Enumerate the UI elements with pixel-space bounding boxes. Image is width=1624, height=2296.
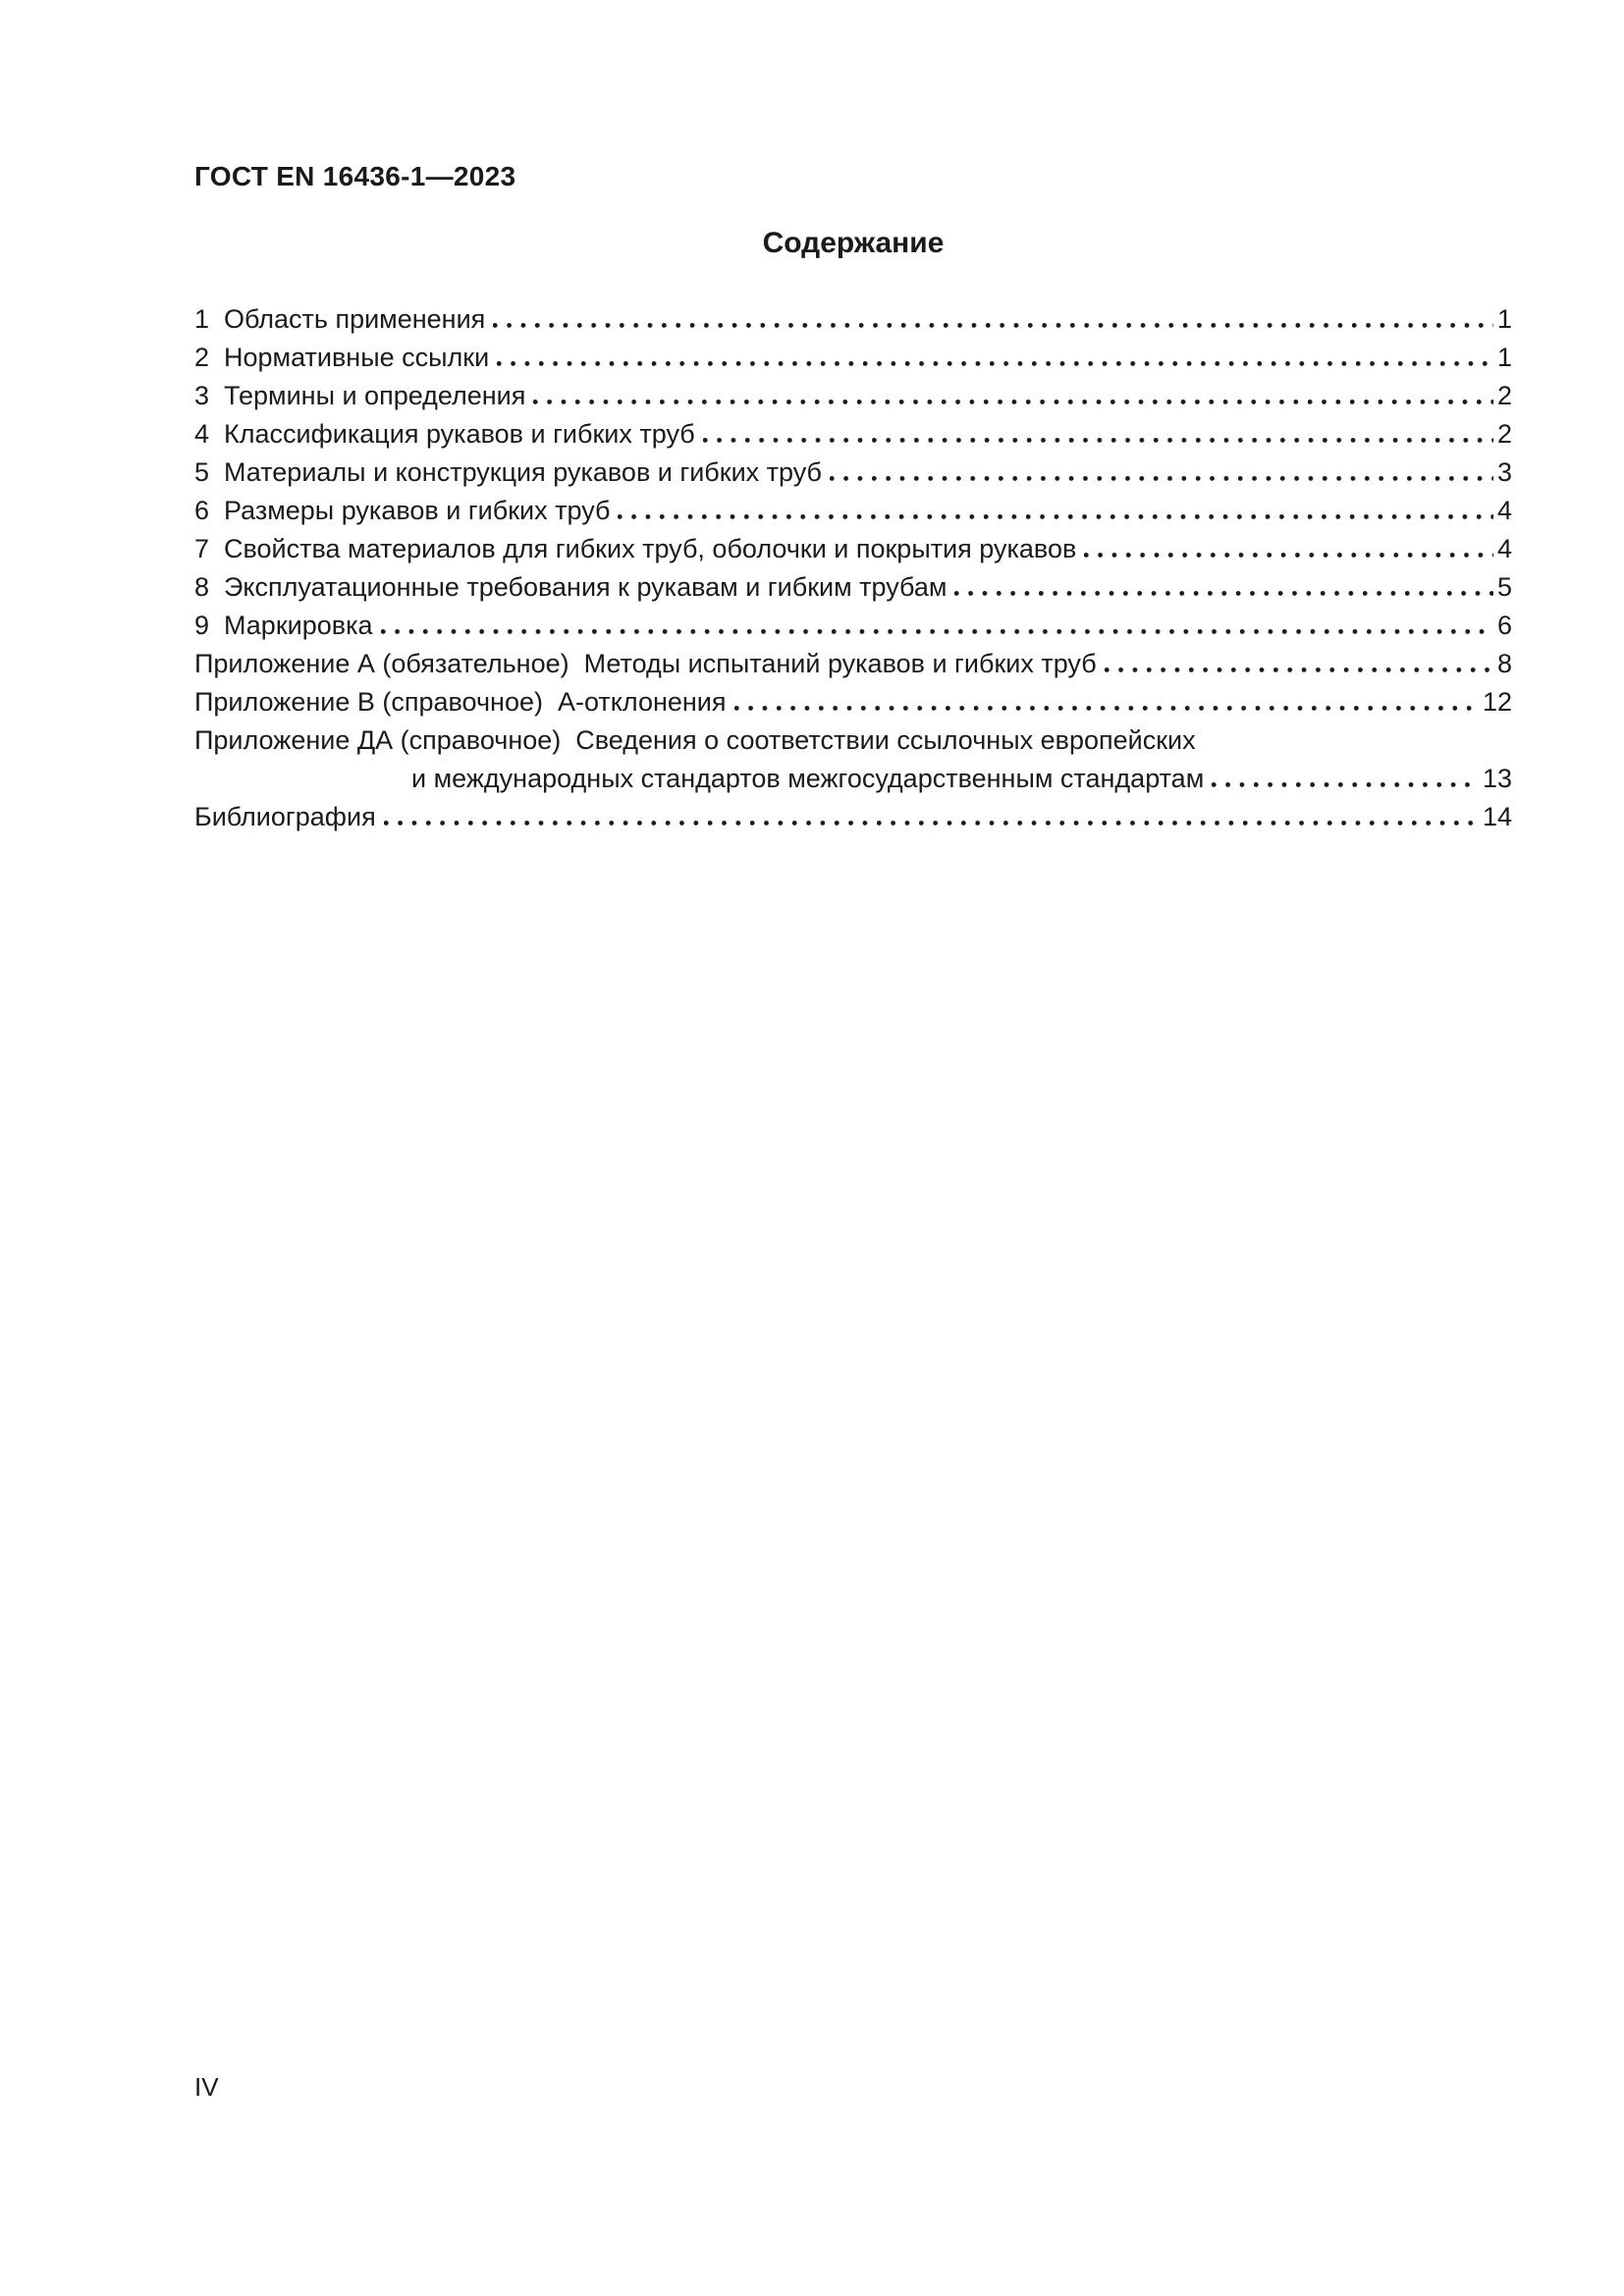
toc-entry-label: Свойства материалов для гибких труб, оболочки и покрытия рукавов: [224, 534, 1077, 563]
toc-entry-number: 3: [194, 381, 210, 410]
toc-dot-leader: [381, 629, 1493, 634]
toc-entry-label: Эксплуатационные требования к рукавам и гибким трубам: [224, 572, 947, 602]
toc-page-number: 13: [1482, 764, 1512, 793]
toc-entry-number: 6: [194, 496, 210, 525]
toc-entry: [194, 339, 1512, 377]
toc-page-number: 1: [1496, 343, 1512, 372]
toc-entry: [194, 377, 1512, 415]
toc-dot-leader: [384, 821, 1479, 826]
toc-entry-label: Область применения: [224, 304, 486, 334]
toc-dot-leader: [1084, 553, 1493, 558]
toc-entry: [194, 568, 1512, 607]
toc-dot-leader: [1105, 667, 1493, 672]
toc-dot-leader: [533, 400, 1493, 404]
toc-dot-leader: [497, 361, 1493, 366]
toc-page-number: 6: [1496, 611, 1512, 640]
toc-entry: [194, 530, 1512, 568]
toc-dot-leader: [703, 438, 1493, 443]
toc-list: [194, 300, 1512, 836]
toc-page-number: 2: [1496, 419, 1512, 449]
toc-entry-number: 5: [194, 457, 210, 487]
toc-entry-label: Материалы и конструкция рукавов и гибких труб: [224, 457, 823, 487]
toc-entry: [194, 645, 1512, 683]
toc-title: Содержание: [762, 227, 945, 259]
toc-entry-label: Маркировка: [224, 611, 373, 640]
toc-entry-label: Нормативные ссылки: [224, 343, 490, 372]
toc-page-number: 8: [1496, 649, 1512, 678]
toc-entry: [194, 683, 1512, 721]
toc-entry-number: 2: [194, 343, 210, 372]
toc-entry-number: 1: [194, 304, 210, 334]
toc-dot-leader: [954, 591, 1493, 596]
toc-entry: [194, 492, 1512, 530]
toc-entry: [194, 300, 1512, 339]
toc-entry: [194, 798, 1512, 836]
toc-entry-label: Термины и определения: [224, 381, 526, 410]
toc-entry-number: 4: [194, 419, 210, 449]
document-code-header: ГОСТ EN 16436-1—2023: [194, 161, 516, 191]
toc-entry-label: Приложение ДА (справочное) Сведения о соответствии ссылочных европейских: [194, 725, 1196, 755]
toc-dot-leader: [830, 476, 1493, 481]
toc-page-number: 4: [1496, 496, 1512, 525]
toc-entry-label: Классификация рукавов и гибких труб: [224, 419, 695, 449]
toc-dot-leader: [1212, 782, 1479, 787]
toc-page-number: 12: [1482, 687, 1512, 717]
toc-entry-label: Приложение В (справочное) А-отклонения: [194, 687, 727, 717]
toc-dot-leader: [618, 514, 1493, 519]
toc-entry: [194, 721, 1512, 760]
toc-entry-label: и международных стандартов межгосударственным стандартам: [411, 764, 1205, 793]
toc-page-number: 4: [1496, 534, 1512, 563]
page-number-footer: IV: [194, 2072, 219, 2102]
toc-dot-leader: [734, 706, 1479, 711]
toc-page-number: 5: [1496, 572, 1512, 602]
toc-entry-number: 7: [194, 534, 210, 563]
toc-entry-number: 8: [194, 572, 210, 602]
toc-page-number: 2: [1496, 381, 1512, 410]
toc-page-number: 1: [1496, 304, 1512, 334]
toc-entry: [194, 454, 1512, 492]
toc-page-number: 3: [1496, 457, 1512, 487]
toc-entry: [194, 607, 1512, 645]
toc-entry-label: Размеры рукавов и гибких труб: [224, 496, 611, 525]
toc-entry-label: Приложение А (обязательное) Методы испытаний рукавов и гибких труб: [194, 649, 1097, 678]
toc-dot-leader: [493, 323, 1493, 328]
toc-entry-label: Библиография: [194, 802, 376, 831]
toc-entry: [194, 760, 1512, 798]
toc-page-number: 14: [1482, 802, 1512, 831]
toc-entry: [194, 415, 1512, 454]
toc-entry-number: 9: [194, 611, 210, 640]
